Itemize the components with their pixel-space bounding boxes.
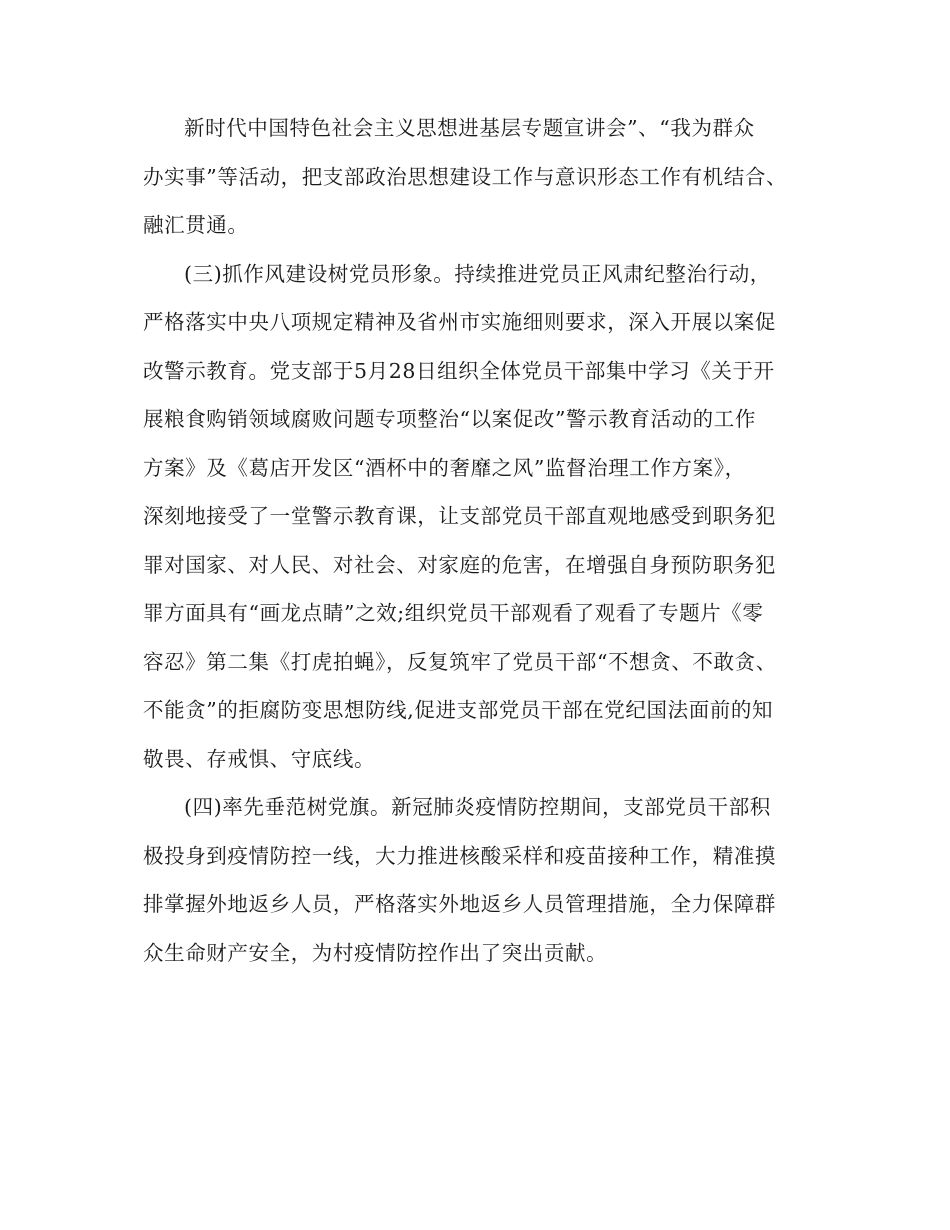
text-line: 罪对国家、对人民、对社会、对家庭的危害，在增强自身预防职务犯: [143, 552, 776, 577]
text-line: 敬畏、存戒惧、守底线。: [143, 746, 376, 771]
document-body: [143, 104, 808, 977]
text-line: 极投身到疫情防控一线，大力推进核酸采样和疫苗接种工作，精准摸: [143, 843, 776, 868]
paragraph-activities: [143, 104, 808, 250]
text-line: 改警示教育。党支部于5月28日组织全体党员干部集中学习《关于开: [143, 358, 775, 383]
text-line: (四)率先垂范树党旗。新冠肺炎疫情防控期间，支部党员干部积: [184, 795, 771, 819]
text-line: 方案》及《葛店开发区“酒杯中的奢靡之风”监督治理工作方案》，: [143, 455, 746, 480]
text-line: 严格落实中央八项规定精神及省州市实施细则要求，深入开展以案促: [143, 310, 776, 334]
text-line: 新时代中国特色社会主义思想进基层专题宣讲会”、“我为群众: [184, 116, 755, 140]
text-line: 排掌握外地返乡人员，严格落实外地返乡人员管理措施，全力保障群: [143, 892, 776, 916]
text-line: 展粮食购销领域腐败问题专项整治“以案促改”警示教育活动的工作: [143, 407, 756, 431]
text-line: 罪方面具有“画龙点睛”之效;组织党员干部观看了观看了专题片《零: [143, 601, 764, 625]
text-line: 容忍》第二集《打虎拍蝇》，反复筑牢了党员干部“不想贪、不敢贪、: [143, 649, 777, 674]
paragraph-section-3: [143, 250, 808, 784]
text-line: 办实事”等活动，把支部政治思想建设工作与意识形态工作有机结合、: [143, 164, 788, 189]
paragraph-section-4: [143, 783, 808, 977]
text-line: 深刻地接受了一堂警示教育课，让支部党员干部直观地感受到职务犯: [143, 504, 776, 528]
text-line: 融汇贯通。: [143, 213, 249, 237]
text-line: 不能贪”的拒腐防变思想防线,促进支部党员干部在党纪国法面前的知: [143, 698, 774, 722]
text-line: (三)抓作风建设树党员形象。持续推进党员正风肃纪整治行动，: [184, 261, 771, 286]
text-line: 众生命财产安全，为村疫情防控作出了突出贡献。: [143, 940, 608, 965]
